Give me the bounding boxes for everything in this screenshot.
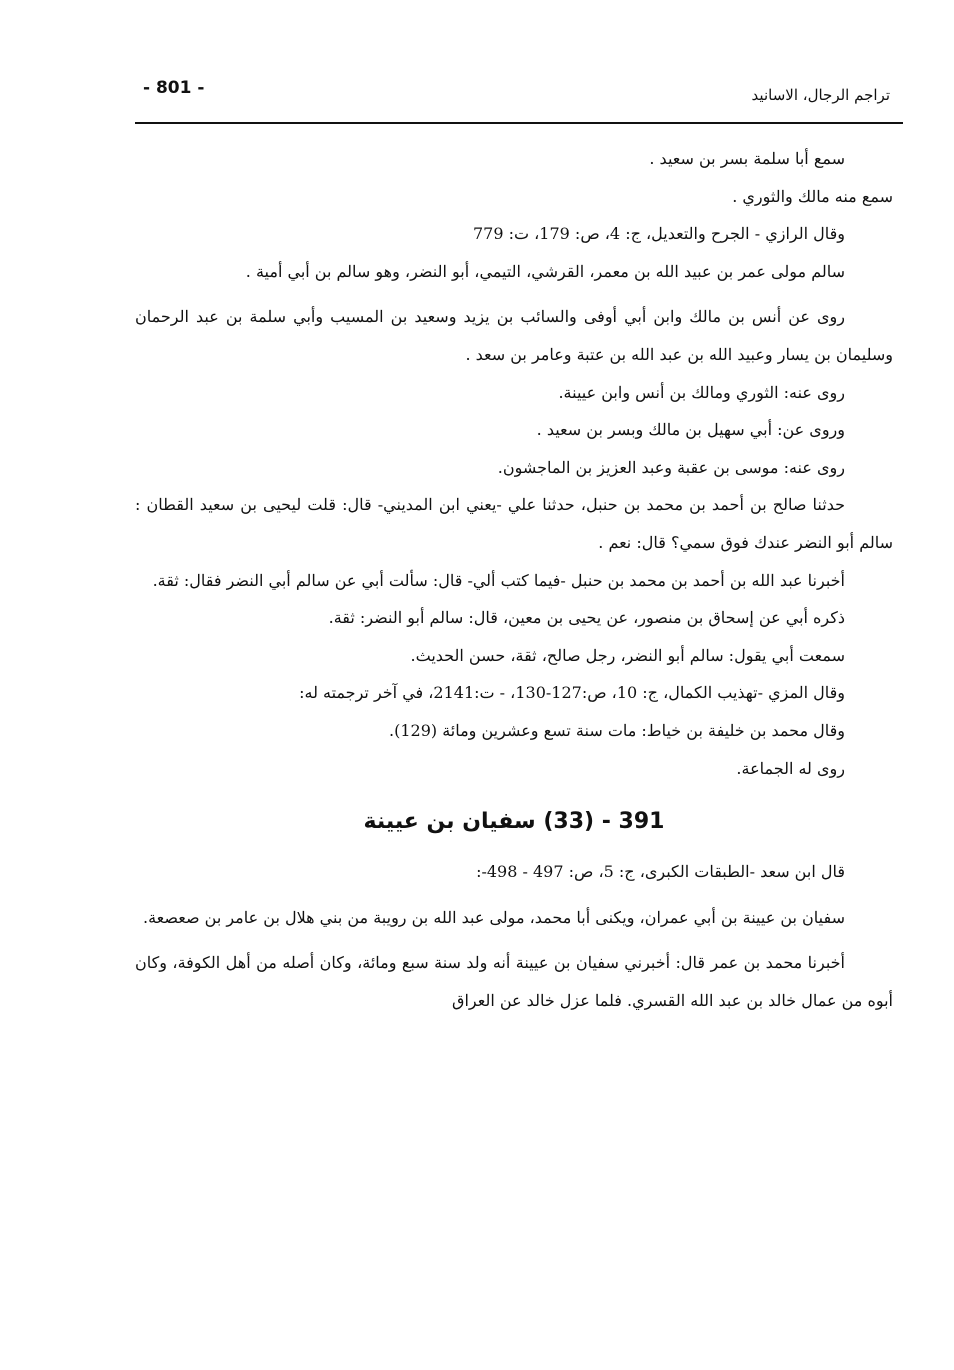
- paragraph-3: وقال الرازي - الجرح والتعديل، ج: 4، ص: 179، ت: 779: [472, 224, 845, 244]
- paragraph-6: روى عنه: الثوري ومالك بن أنس وابن عيينة.: [558, 382, 845, 402]
- page-body: [135, 140, 893, 1019]
- paragraph-2: سمع منه مالك والثوري .: [732, 186, 893, 206]
- paragraph-16: قال ابن سعد -الطبقات الكبرى، ج: 5، ص: 497 - 498-:: [476, 862, 845, 882]
- paragraph-18: أخبرنا محمد بن عمر قال: أخبرني سفيان بن عيينة أنه ولد سنة سبع ومائة، وكان أصله من أهل الكوفة، وكان أبوه من عمال خالد بن عبد الله القسري. فلما عزل خالد عن العراق: [135, 953, 893, 1010]
- running-title: تراجم الرجال، الاسانيد: [751, 86, 890, 104]
- paragraph-7: وروى عن: أبي سهيل بن مالك وبسر بن سعيد .: [536, 420, 845, 440]
- paragraph-1: سمع أبا سلمة بسر بن سعيد .: [649, 149, 845, 168]
- paragraph-9: حدثنا صالح بن أحمد بن محمد بن حنبل، حدثنا علي -يعني ابن المديني- قال: قلت ليحيى بن سعيد القطان : سالم أبو النضر عندك فوق سمي؟ قال: نعم .: [135, 495, 893, 552]
- paragraph-10: أخبرنا عبد الله بن أحمد بن محمد بن حنبل -فيما كتب ألي- قال: سألت أبي عن سالم أبي النضر فقال: ثقة.: [152, 570, 845, 590]
- paragraph-4: سالم مولى عمر بن عبيد الله بن معمر، القرشي، التيمي، أبو النضر، وهو سالم بن أبي أمية .: [245, 261, 845, 281]
- paragraph-14: وقال محمد بن خليفة بن خياط: مات سنة تسع وعشرين ومائة (129).: [389, 720, 845, 740]
- paragraph-12: سمعت أبي يقول: سالم أبو النضر، رجل صالح، ثقة، حسن الحديث.: [410, 645, 845, 665]
- section-title: 391 - (33) سفيان بن عيينة: [363, 809, 665, 835]
- paragraph-15: روى له الجماعة.: [736, 758, 845, 778]
- paragraph-13: وقال المزي -تهذيب الكمال، ج: 10، ص:127-130، - ت:2141، في آخر ترجمته له:: [299, 683, 845, 703]
- paragraph-17: سفيان بن عيينة بن أبي عمران، ويكنى أبا محمد، مولى عبد الله بن رويبة من بني هلال بن عامر بن صعصعة.: [142, 907, 845, 927]
- paragraph-11: ذكره أبي عن إسحاق بن منصور، عن يحيى بن معين، قال: سالم أبو النضر: ثقة.: [328, 608, 845, 628]
- paragraph-8: روى عنه: موسى بن عقبة وعبد العزيز بن الماجشون.: [497, 457, 845, 477]
- paragraph-5: روى عن أنس بن مالك وابن أبي أوفى والسائب بن يزيد وسعيد بن المسيب وأبي سلمة بن عبد الرحمان وسليمان بن يسار وعبيد الله بن عبد الله بن عتبة وعامر بن سعد .: [135, 307, 893, 364]
- page-header: [135, 78, 890, 114]
- page-number: - 801 -: [143, 78, 205, 98]
- header-divider: [135, 122, 903, 124]
